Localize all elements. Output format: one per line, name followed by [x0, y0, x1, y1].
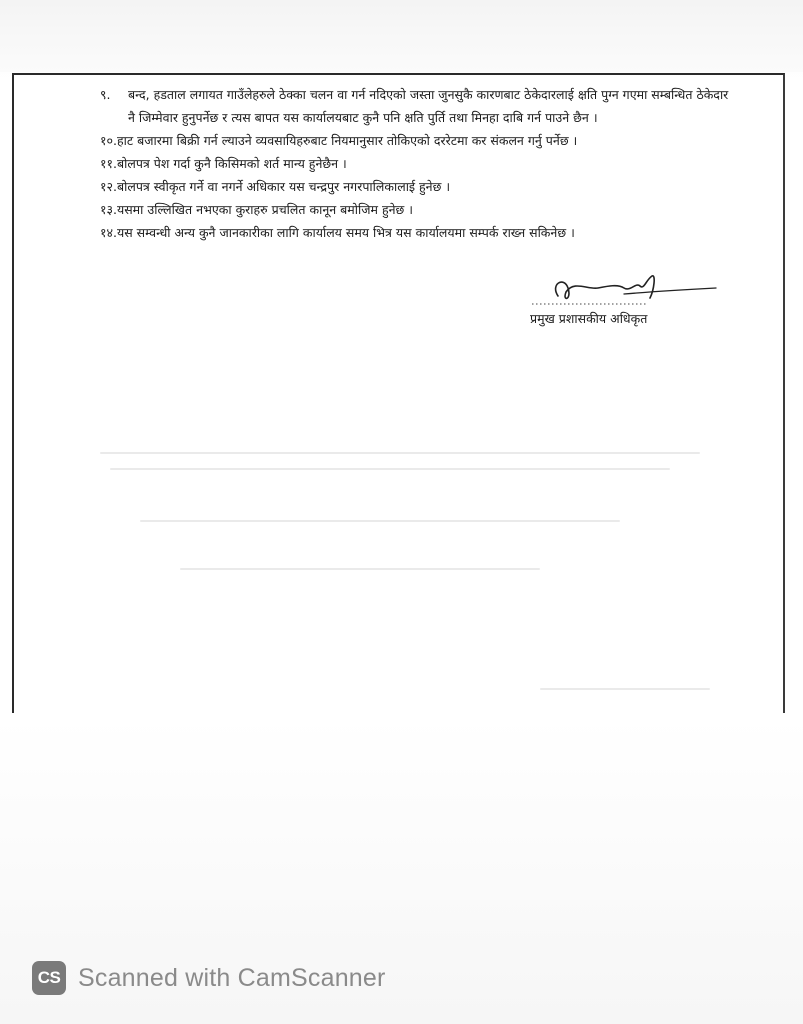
clause-12: [100, 175, 730, 198]
clause-text: यस सम्वन्धी अन्य कुनै जानकारीका लागि कार्यालय समय भित्र यस कार्यालयमा सम्पर्क राख्न सकिनेछ ।: [116, 225, 575, 240]
bleed-through-line: [140, 520, 620, 522]
clause-14: [100, 221, 730, 244]
clause-text: हाट बजारमा बिक्री गर्न ल्याउने व्यवसायिहरुबाट नियमानुसार तोकिएको दररेटमा कर संकलन गर्नु पर्नेछ ।: [116, 133, 578, 148]
bleed-through-line: [110, 468, 670, 470]
clause-13: [100, 198, 730, 221]
clause-text: बोलपत्र स्वीकृत गर्ने वा नगर्ने अधिकार यस चन्द्रपुर नगरपालिकालाई हुनेछ ।: [116, 179, 451, 194]
camscanner-logo: CS: [32, 961, 66, 995]
signatory-title: प्रमुख प्रशासकीय अधिकृत: [530, 311, 648, 326]
bleed-through-line: [180, 568, 540, 570]
bleed-through-line: [540, 688, 710, 690]
clause-11: [100, 152, 730, 175]
clause-number: ९.: [100, 87, 111, 102]
handwritten-signature: [528, 270, 718, 314]
watermark-text: Scanned with CamScanner: [78, 963, 386, 992]
clause-9: [100, 83, 730, 129]
page-top-margin: [0, 0, 803, 72]
clause-number: १०.: [100, 133, 117, 148]
clause-text: यसमा उल्लिखित नभएका कुराहरु प्रचलित कानून बमोजिम हुनेछ ।: [116, 202, 414, 217]
bleed-through-line: [100, 452, 700, 454]
clause-text: बोलपत्र पेश गर्दा कुनै किसिमको शर्त मान्य हुनेछैन ।: [116, 156, 347, 171]
clause-10: [100, 129, 730, 152]
clause-number: १३.: [100, 202, 117, 217]
clause-number: ११.: [100, 156, 117, 171]
signature-block: [528, 270, 718, 330]
clause-number: १४.: [100, 225, 117, 240]
clause-text: बन्द, हडताल लगायत गाउँलेहरुले ठेक्का चलन वा गर्न नदिएको जस्ता जुनसुकै कारणबाट ठेकेदारलाई क्षति पुग्न गएमा सम्बन्धित ठेकेदार नै जिम्मेवार हुनुपर्नेछ र त्यस बापत यस कार्यालयबाट कुनै पनि क्षति पुर्ति तथा मिनहा दाबि गर्न पाउने छैन ।: [128, 87, 729, 125]
clause-number: १२.: [100, 179, 117, 194]
scanner-watermark: [32, 958, 386, 998]
document-body: [100, 83, 730, 244]
